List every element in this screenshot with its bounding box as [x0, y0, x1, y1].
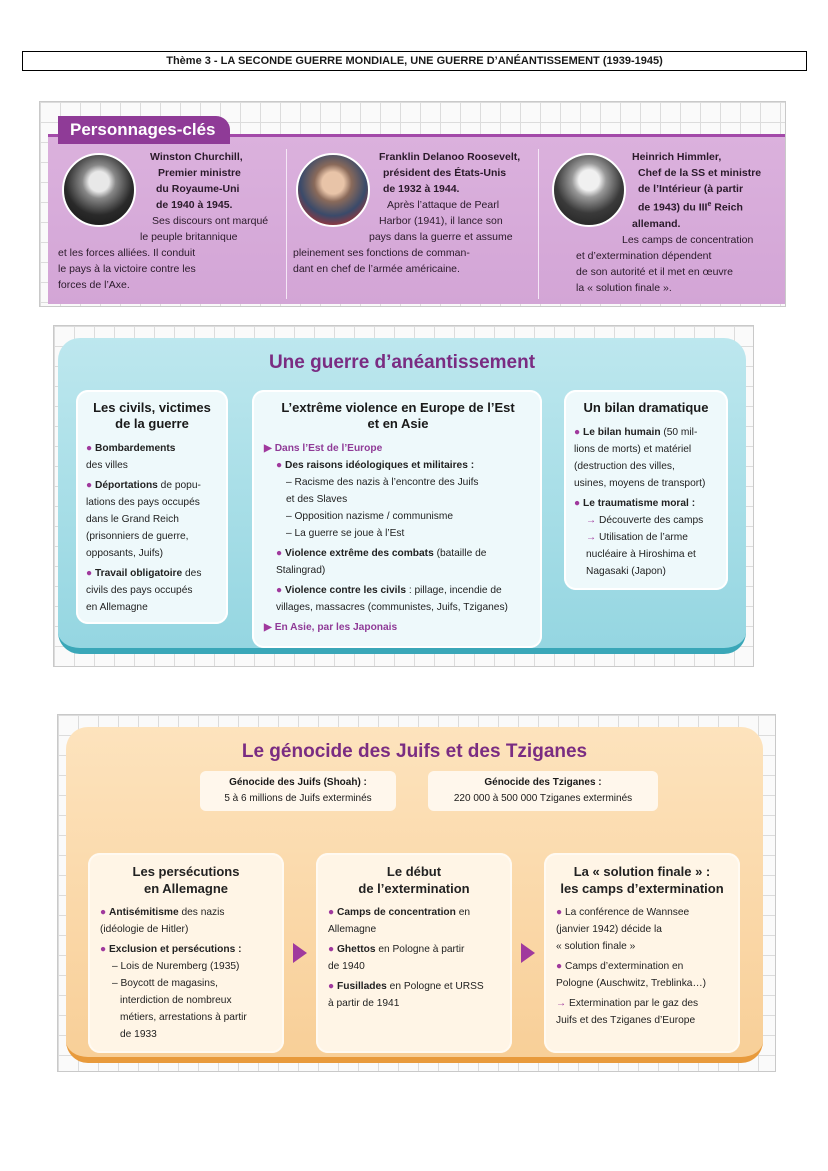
- bullet-icon: ●: [556, 961, 563, 972]
- tziganes-stat: Génocide des Tziganes : 220 000 à 500 000 Tziganes exterminés: [428, 771, 658, 811]
- arrow-right-icon: →: [556, 998, 567, 1009]
- aneantissement-panel: [58, 338, 746, 654]
- genocide-section: [57, 714, 776, 1072]
- triangle-right-icon: ▶: [264, 443, 272, 454]
- arrow-right-icon: [293, 943, 307, 963]
- bullet-icon: ●: [556, 907, 563, 918]
- bullet-icon: ●: [276, 460, 283, 471]
- violence-card: L’extrême violence en Europe de l’Est et en Asie ▶ Dans l’Est de l’Europe ● Des raisons idéologiques et militaires : – Racisme des nazis à l’encontre des Juifs et des Slaves – Opposition nazisme / communisme – La guerre se joue à l’Est ● Violence extrême des combats (bataille de Stalingrad) ● Violence contre les civils : pillage, incendie de villages, massacres (communistes, Juifs, Tziganes) ▶ En Asie, par les Japonais: [252, 390, 542, 648]
- aneantissement-title: Une guerre d’anéantissement: [268, 352, 536, 373]
- bullet-icon: ●: [86, 480, 93, 491]
- bullet-icon: ●: [574, 427, 581, 438]
- roosevelt-text: Franklin Delanoo Roosevelt, président des États-Unis de 1932 à 1944. Après l’attaque de Pearl Harbor (1941), il lance son pays dans la guerre et assume pleinement ses fonctions de comman- dant en chef de l’armée américaine.: [293, 149, 543, 299]
- bullet-icon: ●: [574, 498, 581, 509]
- bullet-icon: ●: [276, 548, 283, 559]
- bullet-icon: ●: [86, 568, 93, 579]
- himmler-name: Heinrich Himmler,: [632, 151, 722, 163]
- persecutions-title: Les persécutions en Allemagne: [132, 864, 240, 896]
- bullet-icon: ●: [276, 585, 283, 596]
- debut-card: Le début de l’extermination ● Camps de concentration en Allemagne ● Ghettos en Pologne à partir de 1940 ● Fusillades en Pologne et URSS à partir de 1941: [316, 853, 512, 1053]
- bilan-title: Un bilan dramatique: [583, 400, 709, 415]
- civils-card: Les civils, victimes de la guerre ● Bombardements des villes ● Déportations de popu- lations des pays occupés dans le Grand Reich (prisonniers de guerre, opposants, Juifs) ● Travail obligatoire des civils des pays occupés en Allemagne: [76, 390, 228, 624]
- arrow-right-icon: →: [586, 532, 597, 543]
- aneantissement-section: [53, 325, 754, 667]
- bullet-icon: ●: [100, 907, 107, 918]
- himmler-text: Heinrich Himmler, Chef de la SS et ministre de l’Intérieur (à partir de 1943) du IIIe Reich allemand. Les camps de concentration et d’extermination dépendent de son autorité et il met en œuvre la « solution finale ».: [576, 149, 796, 299]
- genocide-panel: [66, 727, 763, 1063]
- solution-finale-title: La « solution finale » : les camps d’extermination: [560, 864, 724, 896]
- churchill-name: Winston Churchill,: [150, 151, 243, 163]
- triangle-right-icon: ▶: [264, 622, 272, 633]
- violence-title: L’extrême violence en Europe de l’Est et en Asie: [281, 400, 515, 431]
- debut-title: Le début de l’extermination: [358, 864, 470, 896]
- persecutions-card: Les persécutions en Allemagne ● Antisémitisme des nazis (idéologie de Hitler) ● Exclusion et persécutions : – Lois de Nuremberg (1935) – Boycott de magasins, interdiction de nombreux métiers, arrestations à partir de 1933: [88, 853, 284, 1053]
- bullet-icon: ●: [100, 944, 107, 955]
- genocide-title: Le génocide des Juifs et des Tziganes: [241, 741, 588, 762]
- bullet-icon: ●: [328, 907, 335, 918]
- personnages-tab: Personnages-clés: [58, 116, 230, 144]
- bullet-icon: ●: [328, 944, 335, 955]
- bullet-icon: ●: [86, 443, 93, 454]
- arrow-right-icon: →: [586, 515, 597, 526]
- churchill-text: Winston Churchill, Premier ministre du Royaume-Uni de 1940 à 1945. Ses discours ont marqué le peuple britannique et les forces alliées. Il conduit le pays à la victoire contre les forces de l’Axe.: [58, 149, 288, 299]
- shoah-stat: Génocide des Juifs (Shoah) : 5 à 6 millions de Juifs exterminés: [200, 771, 396, 811]
- separator: [538, 149, 539, 299]
- personnages-panel: [48, 134, 785, 304]
- personnages-cles-section: [39, 101, 786, 307]
- civils-title: Les civils, victimes de la guerre: [93, 400, 211, 431]
- bullet-icon: ●: [328, 981, 335, 992]
- arrow-right-icon: [521, 943, 535, 963]
- solution-finale-card: La « solution finale » : les camps d’extermination ● La conférence de Wannsee (janvier 1942) décide la « solution finale » ● Camps d’extermination en Pologne (Auschwitz, Treblinka…) → Extermination par le gaz des Juifs et des Tziganes d’Europe: [544, 853, 740, 1053]
- separator: [286, 149, 287, 299]
- roosevelt-name: Franklin Delanoo Roosevelt,: [379, 151, 521, 163]
- page-title: Thème 3 - LA SECONDE GUERRE MONDIALE, UNE GUERRE D’ANÉANTISSEMENT (1939-1945): [22, 51, 807, 71]
- bilan-card: Un bilan dramatique ● Le bilan humain (50 mil- lions de morts) et matériel (destruction des villes, usines, moyens de transport) ● Le traumatisme moral : → Découverte des camps → Utilisation de l’arme nucléaire à Hiroshima et Nagasaki (Japon): [564, 390, 728, 590]
